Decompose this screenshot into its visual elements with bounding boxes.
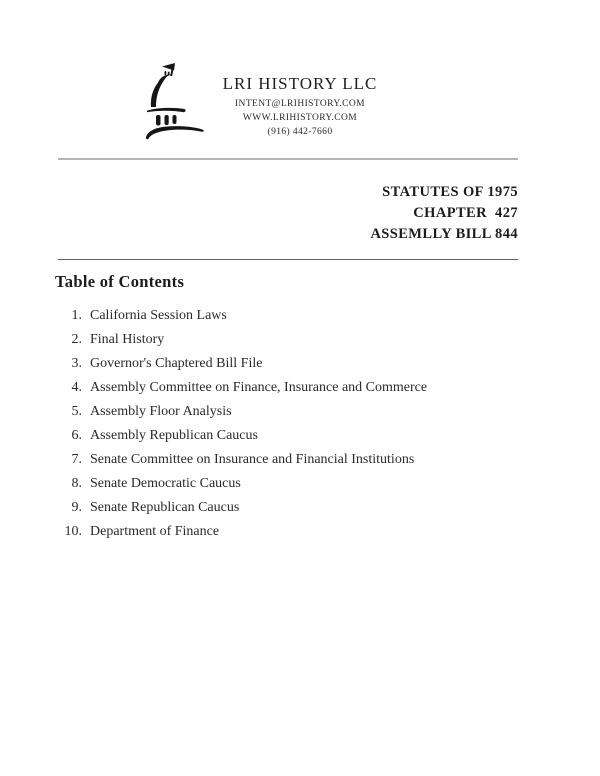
letterhead xyxy=(223,74,378,139)
toc-item-label: Assembly Committee on Finance, Insurance and Commerce xyxy=(90,380,428,395)
toc-item-number: 10. xyxy=(64,524,82,539)
toc-item-number: 3. xyxy=(71,356,82,371)
toc-item-label: Senate Committee on Insurance and Financial Institutions xyxy=(90,452,415,467)
toc-item-label: Final History xyxy=(90,332,165,347)
toc-item xyxy=(54,496,554,520)
case-reference-block xyxy=(370,182,518,245)
header-divider xyxy=(58,158,518,160)
toc-item xyxy=(54,424,554,448)
toc-item xyxy=(54,328,554,352)
toc-item-label: Assembly Floor Analysis xyxy=(90,404,232,419)
statutes-line: STATUTES OF 1975 xyxy=(382,184,518,200)
toc-item-label: Senate Democratic Caucus xyxy=(90,476,241,491)
company-name: LRI HISTORY LLC xyxy=(222,74,378,93)
toc-item xyxy=(54,376,554,400)
toc-item-label: Department of Finance xyxy=(90,524,220,539)
toc-item-label: Senate Republican Caucus xyxy=(90,500,240,515)
toc-item xyxy=(54,520,554,544)
company-website: WWW.LRIHISTORY.COM xyxy=(242,113,358,123)
toc-item-number: 5. xyxy=(71,404,82,419)
toc-item-label: Assembly Republican Caucus xyxy=(90,428,258,443)
toc-item-number: 7. xyxy=(71,452,82,467)
toc-item xyxy=(54,304,554,328)
company-phone: (916) 442-7660 xyxy=(267,127,333,137)
toc-item-number: 4. xyxy=(71,380,82,395)
toc-item xyxy=(54,400,554,424)
bill-line: ASSEMLLY BILL 844 xyxy=(370,226,518,242)
toc-item-label: California Session Laws xyxy=(90,308,227,323)
toc-item-number: 6. xyxy=(71,428,82,443)
toc-item-label: Governor's Chaptered Bill File xyxy=(90,356,263,371)
toc-item-number: 2. xyxy=(71,332,82,347)
toc-list xyxy=(54,304,554,544)
capitol-dome-logo-icon xyxy=(145,62,217,140)
toc-item-number: 9. xyxy=(71,500,82,515)
toc-item-number: 1. xyxy=(71,308,82,323)
toc-item xyxy=(54,472,554,496)
toc-item-number: 8. xyxy=(71,476,82,491)
company-email: INTENT@LRIHISTORY.COM xyxy=(234,99,366,109)
statutes-divider xyxy=(58,259,518,260)
toc-item xyxy=(54,352,554,376)
toc-title: Table of Contents xyxy=(55,272,185,291)
chapter-line: CHAPTER 427 xyxy=(413,205,518,221)
toc-item xyxy=(54,448,554,472)
